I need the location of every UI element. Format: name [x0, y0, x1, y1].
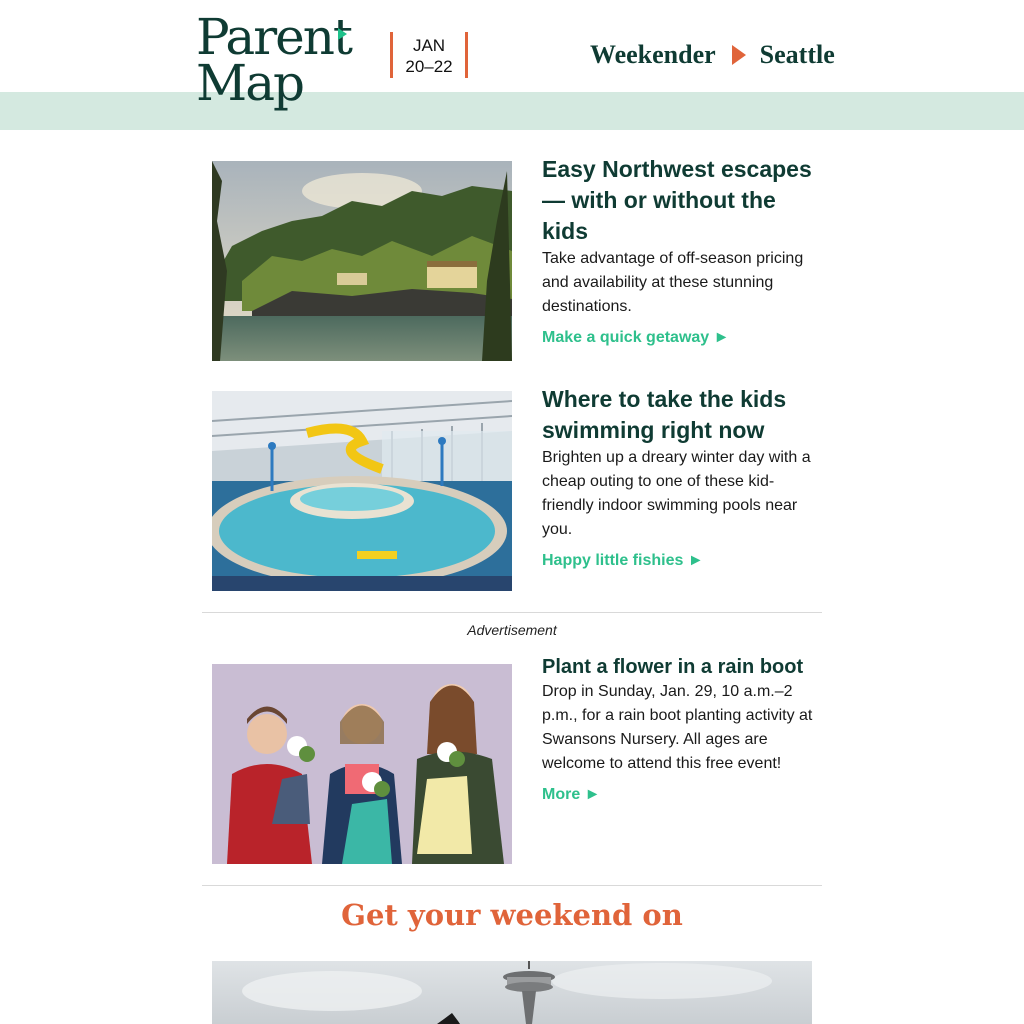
article-summary: Brighten up a dreary winter day with a cheap outing to one of these kid-friendly indoor swimming pools near you.: [542, 449, 811, 538]
article-summary: Take advantage of off-season pricing and availability at these stunning destinations.: [542, 250, 804, 315]
article-image-coastal-lodge[interactable]: [212, 161, 512, 361]
advertisement-label: Advertisement: [467, 622, 557, 638]
logo-line-map: Map: [196, 54, 304, 112]
edition-title: [590, 38, 835, 72]
parentmap-logo[interactable]: [196, 8, 351, 112]
ad-text: [542, 654, 822, 804]
article-title[interactable]: Easy Northwest escapes — with or without the kids: [542, 156, 812, 244]
logo-triangle-icon: [338, 28, 347, 40]
header-band: [0, 92, 1024, 130]
weekend-section-heading: Get your weekend on: [341, 898, 683, 932]
issue-date-range: 20–22: [405, 57, 453, 76]
swimming-link[interactable]: Happy little fishies ►: [542, 552, 704, 569]
article-text-swimming: [542, 384, 822, 570]
article-image-indoor-pool[interactable]: [212, 391, 512, 591]
article-title[interactable]: Where to take the kids swimming right now: [542, 386, 787, 443]
edition-city: Seattle: [759, 40, 835, 69]
weekend-hero-image-space-needle[interactable]: [212, 961, 812, 1024]
play-arrow-icon: [732, 45, 746, 65]
divider: [202, 885, 822, 886]
getaway-link[interactable]: Make a quick getaway ►: [542, 329, 730, 346]
edition-name: Weekender: [590, 40, 716, 69]
ad-image-kids-rain-boots[interactable]: [212, 664, 512, 864]
issue-date: [390, 32, 468, 78]
logo-line-parent: Parent: [196, 8, 351, 66]
divider: [202, 612, 822, 613]
ad-title[interactable]: Plant a flower in a rain boot: [542, 656, 804, 678]
ad-more-link[interactable]: More ►: [542, 786, 601, 803]
issue-month: JAN: [412, 36, 446, 55]
article-text-getaways: [542, 154, 822, 347]
ad-summary: Drop in Sunday, Jan. 29, 10 a.m.–2 p.m., for a rain boot planting activity at Swansons Nursery. All ages are welcome to attend this free event!: [542, 683, 813, 772]
